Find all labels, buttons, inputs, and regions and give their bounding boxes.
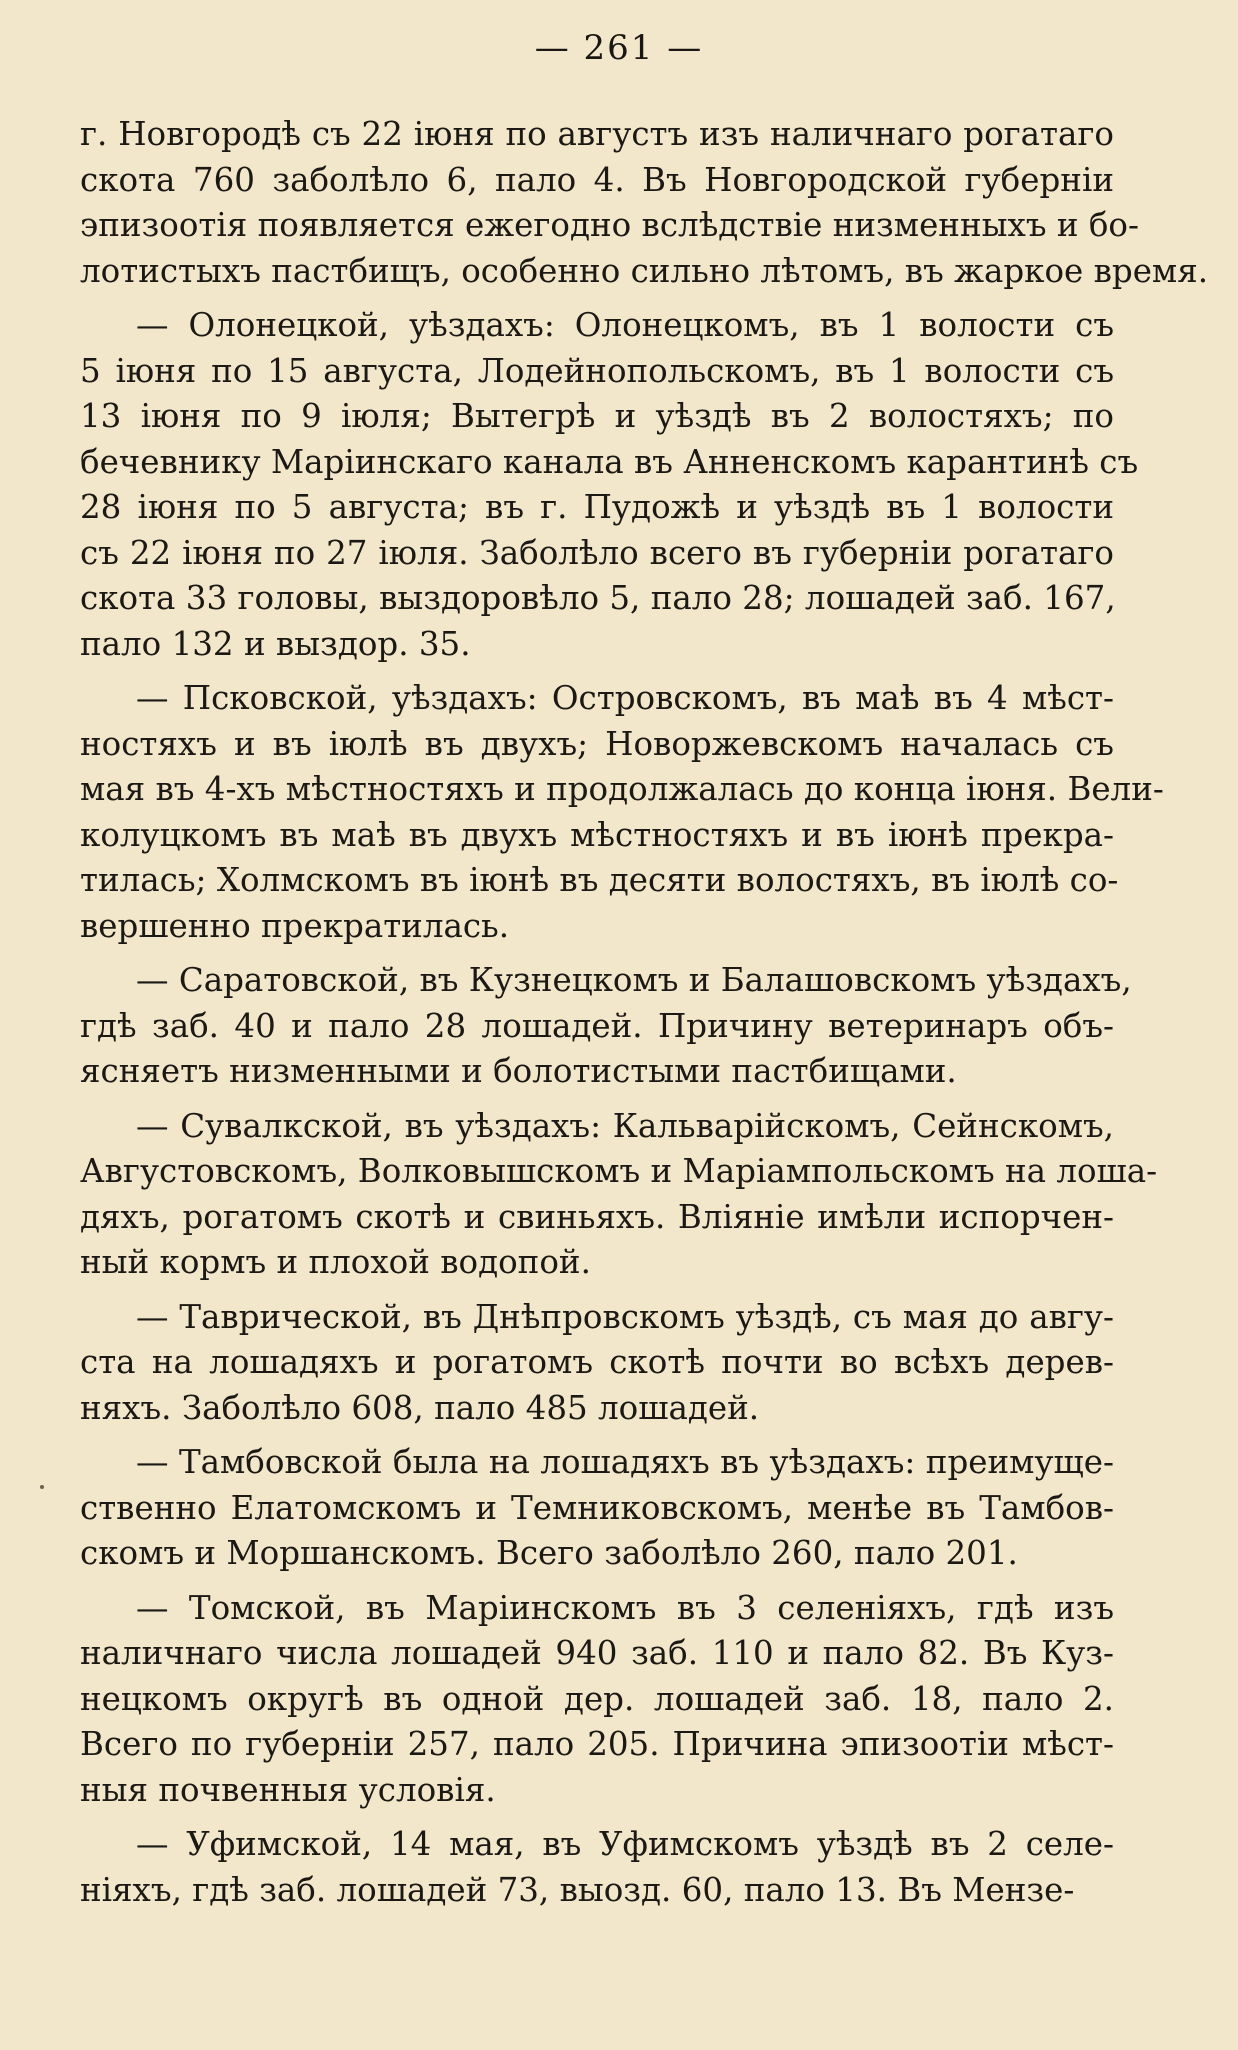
text-line: 5 іюня по 15 августа, Лодейнопольскомъ, въ 1 волости съ: [80, 351, 1114, 390]
page-body-text: [80, 112, 1209, 1922]
text-line: пало 132 и выздор. 35.: [80, 624, 471, 663]
text-line: — Псковской, уѣздахъ: Островскомъ, въ маѣ въ 4 мѣст-: [136, 679, 1114, 717]
text-line: мая въ 4-хъ мѣстностяхъ и продолжалась до конца іюня. Вели-: [80, 770, 1164, 808]
text-line: ста на лошадяхъ и рогатомъ скотѣ почти во всѣхъ дерев-: [80, 1343, 1114, 1381]
text-line: — Томской, въ Маріинскомъ въ 3 селеніяхъ, гдѣ изъ: [136, 1588, 1114, 1627]
text-line: наличнаго числа лошадей 940 заб. 110 и пало 82. Въ Куз-: [80, 1634, 1114, 1672]
text-line: ніяхъ, гдѣ заб. лошадей 73, выозд. 60, пало 13. Въ Мензе-: [80, 1870, 1075, 1909]
text-line: эпизоотія появляется ежегодно вслѣдствіе низменныхъ и бо-: [80, 206, 1139, 244]
text-line: скомъ и Моршанскомъ. Всего заболѣло 260, пало 201.: [80, 1534, 1018, 1572]
text-line: няхъ. Заболѣло 608, пало 485 лошадей.: [80, 1388, 760, 1427]
text-line: 13 іюня по 9 іюля; Вытегрѣ и уѣздѣ въ 2 волостяхъ; по: [80, 397, 1114, 435]
text-line: дяхъ, рогатомъ скотѣ и свиньяхъ. Вліяніе имѣли испорчен-: [80, 1197, 1114, 1236]
paragraph: [80, 112, 1209, 294]
paragraph: [80, 676, 1164, 949]
paragraph: [80, 1295, 1114, 1432]
paragraph: [80, 1440, 1114, 1577]
text-line: Всего по губерніи 257, пало 205. Причина эпизоотіи мѣст-: [80, 1725, 1114, 1763]
paragraph: [80, 958, 1132, 1095]
text-line: — Саратовской, въ Кузнецкомъ и Балашовскомъ уѣздахъ,: [136, 961, 1132, 999]
text-line: скота 33 головы, выздоровѣло 5, пало 28; лошадей заб. 167,: [80, 579, 1116, 617]
text-line: гдѣ заб. 40 и пало 28 лошадей. Причину ветеринаръ объ-: [80, 1006, 1114, 1045]
text-line: — Уфимской, 14 мая, въ Уфимскомъ уѣздѣ въ 2 селе-: [136, 1825, 1114, 1863]
text-line: — Сувалкской, въ уѣздахъ: Кальварійскомъ, Сейнскомъ,: [136, 1106, 1114, 1145]
text-line: — Таврической, въ Днѣпровскомъ уѣздѣ, съ мая до авгу-: [136, 1297, 1114, 1336]
page-speck: [40, 1485, 44, 1489]
text-line: вершенно прекратилась.: [80, 906, 510, 945]
text-line: ясняетъ низменными и болотистыми пастбищами.: [80, 1052, 957, 1090]
text-line: ственно Елатомскомъ и Темниковскомъ, менѣе въ Тамбов-: [80, 1488, 1114, 1527]
text-line: ностяхъ и въ іюлѣ въ двухъ; Новоржевскомъ началась съ: [80, 724, 1114, 763]
text-line: нецкомъ округѣ въ одной дер. лошадей заб. 18, пало 2.: [80, 1679, 1114, 1718]
text-line: скота 760 заболѣло 6, пало 4. Въ Новгородской губерніи: [80, 160, 1114, 199]
paragraph: [80, 1104, 1158, 1286]
paragraph: [80, 303, 1139, 667]
text-line: колуцкомъ въ маѣ въ двухъ мѣстностяхъ и въ іюнѣ прекра-: [80, 815, 1114, 854]
text-line: Августовскомъ, Волковышскомъ и Маріампольскомъ на лоша-: [80, 1152, 1158, 1190]
text-line: — Тамбовской была на лошадяхъ въ уѣздахъ: преимуще-: [136, 1443, 1114, 1481]
text-line: лотистыхъ пастбищъ, особенно сильно лѣтомъ, въ жаркое время.: [80, 251, 1209, 290]
text-line: ныя почвенныя условія.: [80, 1770, 496, 1809]
text-line: ный кормъ и плохой водопой.: [80, 1243, 591, 1281]
page-number: — 261 —: [534, 28, 704, 68]
text-line: тилась; Холмскомъ въ іюнѣ въ десяти волостяхъ, въ іюлѣ со-: [80, 861, 1119, 899]
paragraph: [80, 1822, 1114, 1913]
text-line: 28 іюня по 5 августа; въ г. Пудожѣ и уѣздѣ въ 1 волости: [80, 488, 1114, 526]
text-line: — Олонецкой, уѣздахъ: Олонецкомъ, въ 1 волости съ: [136, 306, 1114, 344]
text-line: г. Новгородѣ съ 22 іюня по августъ изъ наличнаго рогатаго: [80, 115, 1114, 153]
paragraph: [80, 1586, 1114, 1814]
text-line: бечевнику Маріинскаго канала въ Анненскомъ карантинѣ съ: [80, 442, 1139, 481]
text-line: съ 22 іюня по 27 іюля. Заболѣло всего въ губерніи рогатаго: [80, 533, 1114, 572]
